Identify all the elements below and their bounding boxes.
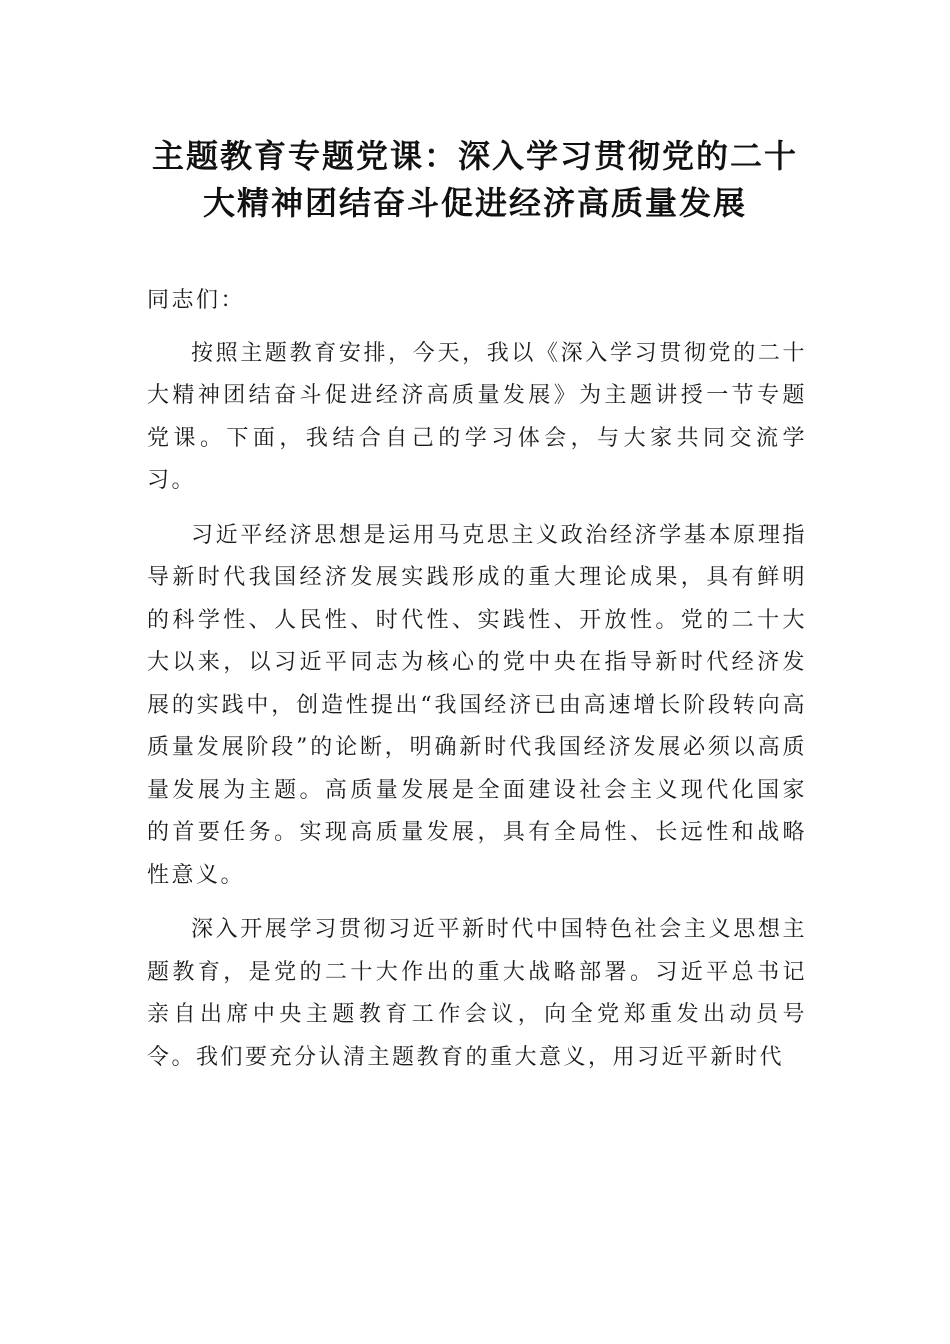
greeting: 同志们：	[147, 288, 246, 313]
paragraph-1: 按照主题教育安排，今天，我以《深入学习贯彻党的二十大精神团结奋斗促进经济高质量发展》为主题讲授一节专题党课。下面，我结合自己的学习体会，与大家共同交流学习。	[147, 340, 807, 493]
title-line-1: 主题教育专题党课：深入学习贯彻党的二十	[151, 137, 798, 175]
paragraph-3: 深入开展学习贯彻习近平新时代中国特色社会主义思想主题教育，是党的二十大作出的重大战略部署。习近平总书记亲自出席中央主题教育工作会议，向全党郑重发出动员号令。我们要充分认清主题教育的重大意义，用习近平新时代	[147, 917, 807, 1070]
document-body	[147, 280, 807, 1091]
title-line-2: 大精神团结奋斗促进经济高质量发展	[202, 184, 747, 222]
document-title	[120, 133, 830, 227]
paragraph-2: 习近平经济思想是运用马克思主义政治经济学基本原理指导新时代我国经济发展实践形成的重大理论成果，具有鲜明的科学性、人民性、时代性、实践性、开放性。党的二十大大以来，以习近平同志为核心的党中央在指导新时代经济发展的实践中，创造性提出“我国经济已由高速增长阶段转向高质量发展阶段”的论断，明确新时代我国经济发展必须以高质量发展为主题。高质量发展是全面建设社会主义现代化国家的首要任务。实现高质量发展，具有全局性、长远性和战略性意义。	[147, 522, 807, 888]
